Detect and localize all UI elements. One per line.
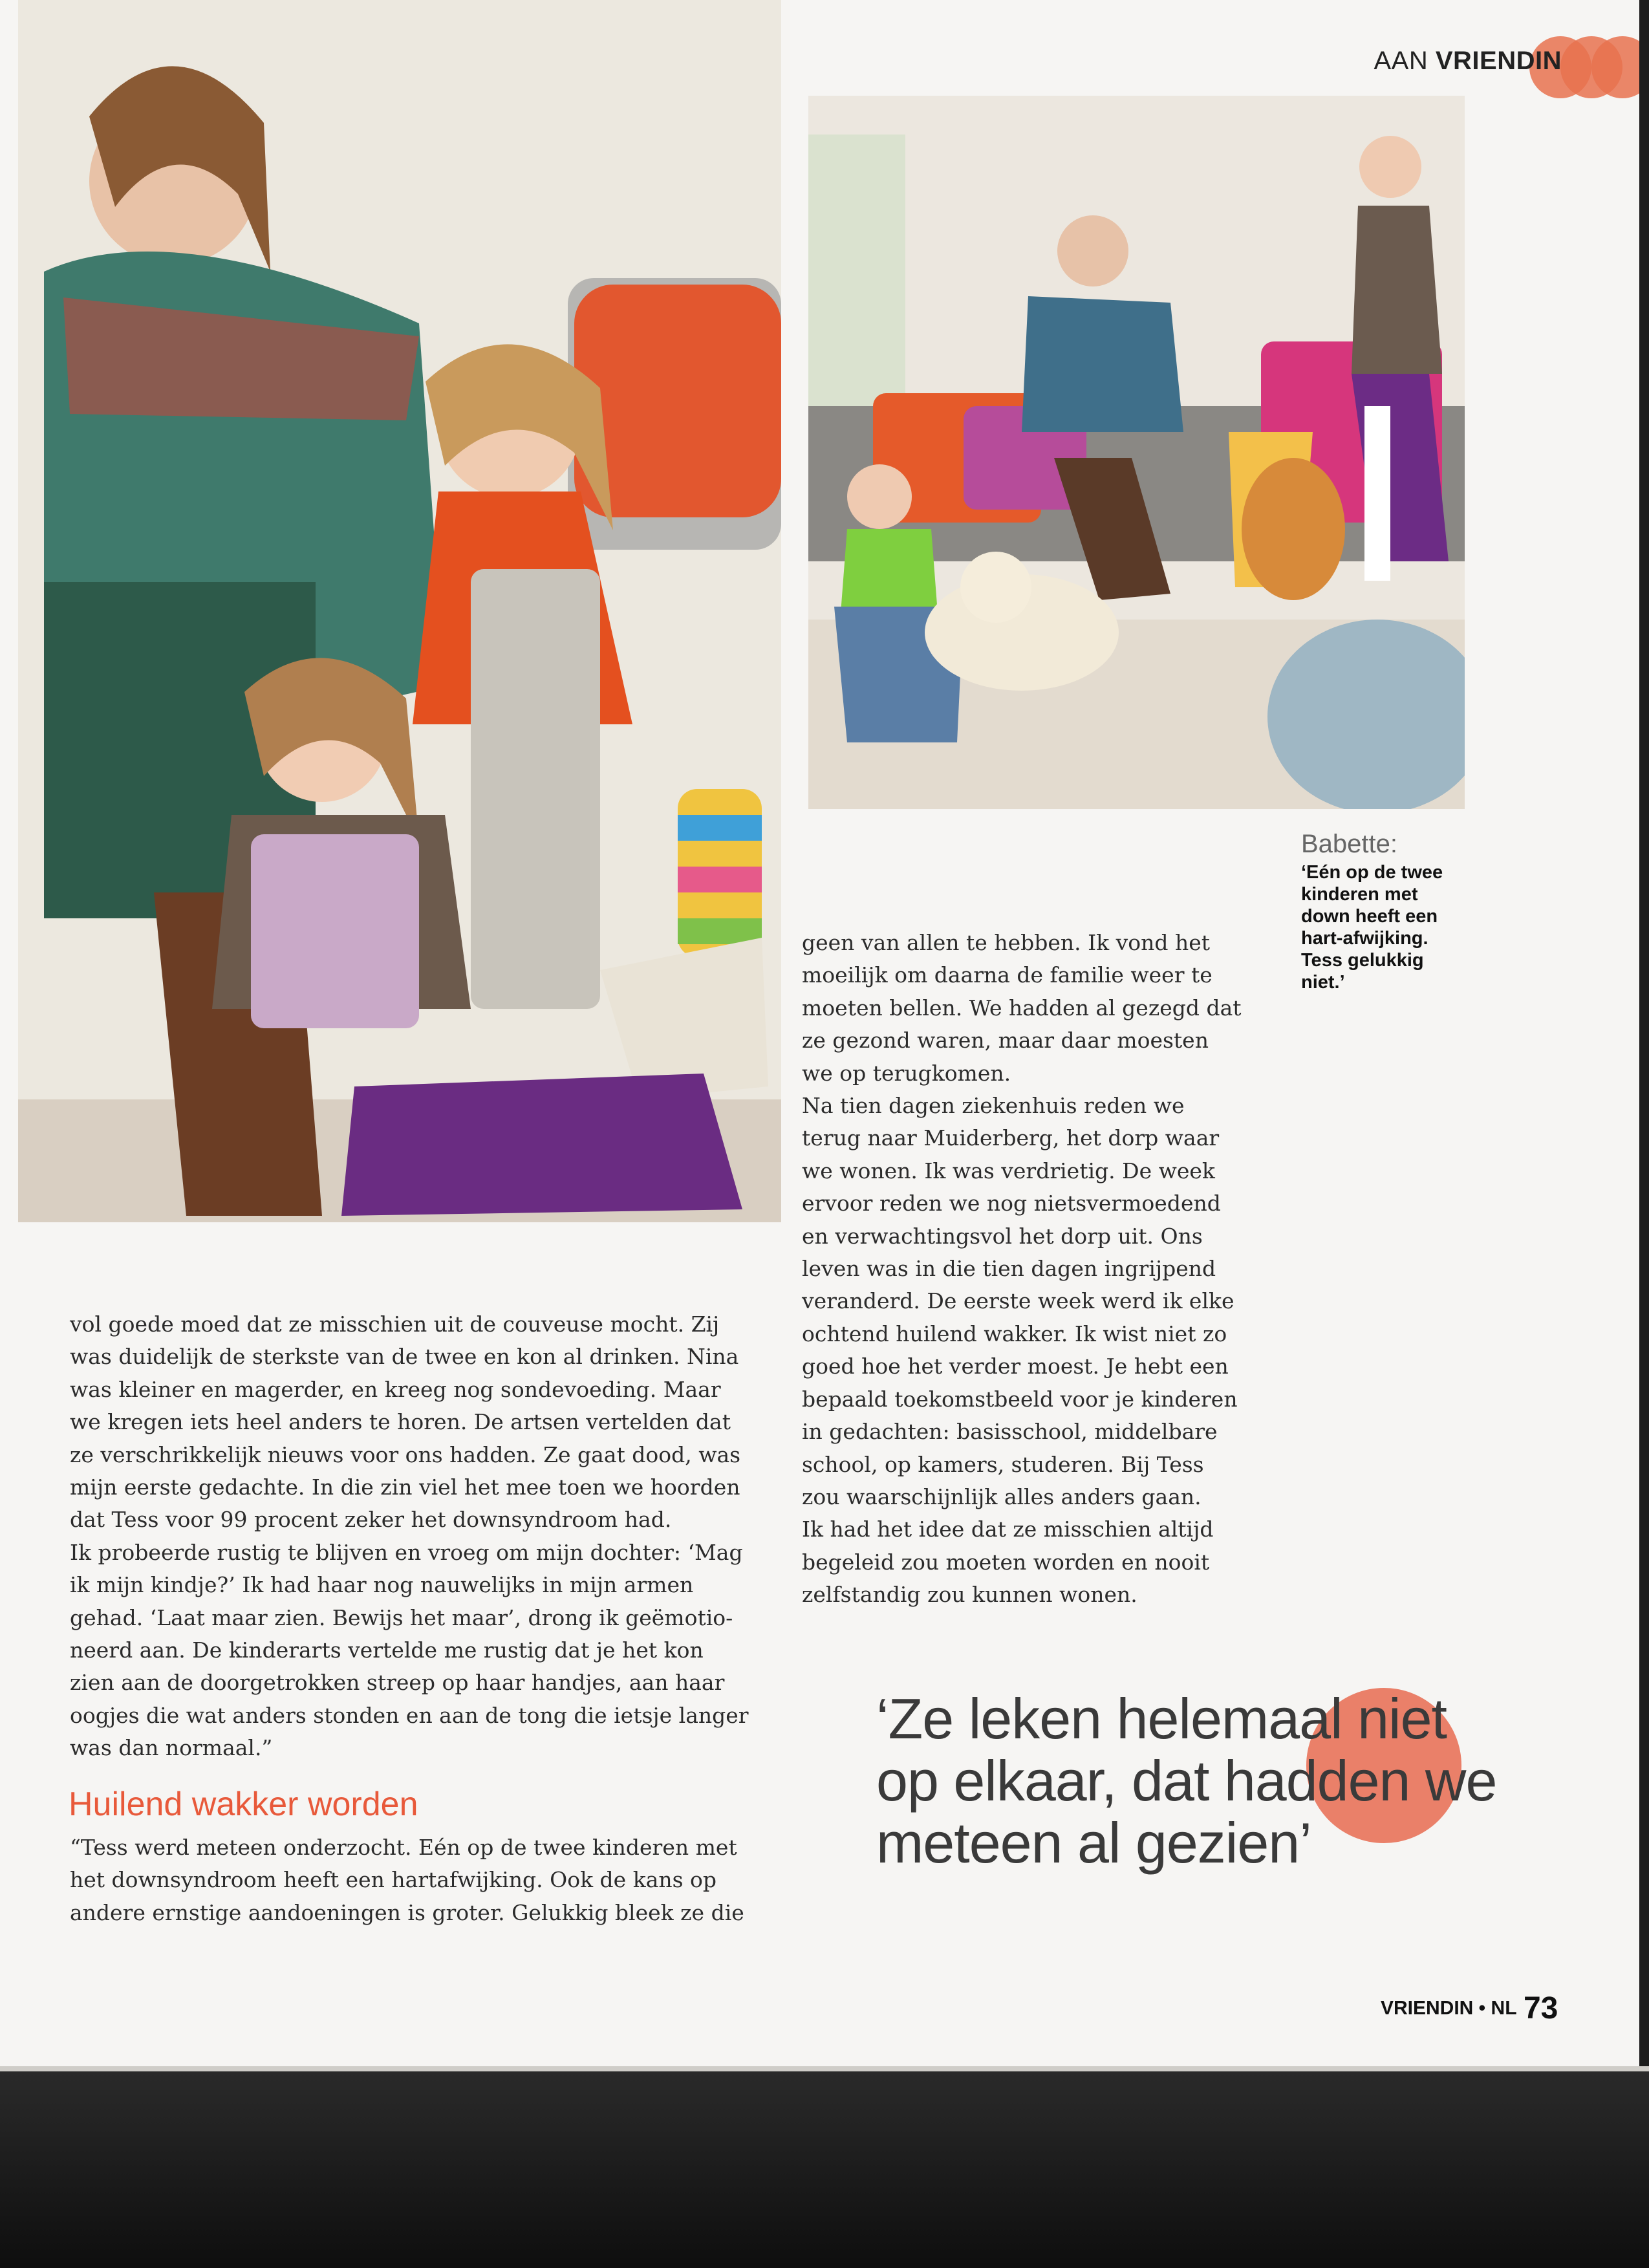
text-line: we kregen iets heel anders te horen. De artsen vertelden dat xyxy=(70,1409,731,1435)
article-column-left-continued xyxy=(70,1831,768,1929)
page-edge xyxy=(0,2066,1649,2071)
section-prefix: AAN xyxy=(1374,47,1428,75)
living-room-group-photo xyxy=(808,96,1465,809)
text-line: veranderd. De eerste week werd ik elke xyxy=(802,1288,1234,1314)
text-line: zelfstandig zou kunnen wonen. xyxy=(802,1582,1137,1608)
text-line: begeleid zou moeten worden en nooit xyxy=(802,1549,1210,1575)
family-portrait-photo xyxy=(18,0,781,1222)
text-line: we op terugkomen. xyxy=(802,1060,1011,1086)
text-line: “Tess werd meteen onderzocht. Eén op de twee kinderen met xyxy=(70,1835,737,1860)
text-line: we wonen. Ik was verdrietig. De week xyxy=(802,1158,1215,1183)
text-line: zien aan de doorgetrokken streep op haar handjes, aan haar xyxy=(70,1670,725,1696)
text-line: en verwachtingsvol het dorp uit. Ons xyxy=(802,1223,1203,1249)
quote-line: ‘Ze leken helemaal niet xyxy=(876,1687,1447,1751)
text-line: bepaald toekomstbeeld voor je kinderen xyxy=(802,1386,1238,1412)
page-footer xyxy=(1381,1991,1558,2026)
pull-quote xyxy=(876,1688,1536,1874)
text-line: vol goede moed dat ze misschien uit de couveuse mocht. Zij xyxy=(70,1312,720,1337)
quote-line: op elkaar, dat hadden we xyxy=(876,1749,1497,1813)
text-line: Na tien dagen ziekenhuis reden we xyxy=(802,1093,1185,1119)
text-line: in gedachten: basisschool, middelbare xyxy=(802,1419,1218,1445)
caption-text: ‘Eén op de twee kinderen met down heeft een hart-afwijking. Tess gelukkig niet.’ xyxy=(1301,862,1443,993)
text-line: ze verschrikkelijk nieuws voor ons hadden. Ze gaat dood, was xyxy=(70,1442,741,1467)
text-line: Ik had het idee dat ze misschien altijd xyxy=(802,1517,1214,1542)
living-room-illustration xyxy=(808,96,1465,809)
text-line: mijn eerste gedachte. In die zin viel het mee toen we hoorden xyxy=(70,1474,740,1500)
caption-name: Babette: xyxy=(1301,830,1398,858)
quote-line: meteen al gezien’ xyxy=(876,1811,1311,1875)
text-line: geen van allen te hebben. Ik vond het xyxy=(802,930,1211,955)
text-line: goed hoe het verder moest. Je hebt een xyxy=(802,1354,1229,1379)
article-column-left xyxy=(70,1308,768,1765)
pull-quote-block xyxy=(876,1688,1536,1901)
section-label xyxy=(1374,47,1562,76)
text-line: oogjes die wat anders stonden en aan de tong die ietsje langer xyxy=(70,1702,749,1728)
text-line: andere ernstige aandoeningen is groter. Gelukkig bleek ze die xyxy=(70,1899,744,1925)
text-line: ik mijn kindje?’ Ik had haar nog nauwelijks in mijn armen xyxy=(70,1572,694,1598)
text-line: moeilijk om daarna de familie weer te xyxy=(802,962,1212,988)
scanner-background xyxy=(0,2071,1649,2268)
magazine-name: VRIENDIN • NL xyxy=(1381,1997,1517,2019)
text-line: gehad. ‘Laat maar zien. Bewijs het maar’, drong ik geëmotio- xyxy=(70,1604,733,1630)
text-line: was duidelijk de sterkste van de twee en kon al drinken. Nina xyxy=(70,1344,739,1370)
family-portrait-illustration xyxy=(18,0,781,1222)
text-line: neerd aan. De kinderarts vertelde me rustig dat je het kon xyxy=(70,1637,704,1663)
text-line: Ik probeerde rustig te blijven en vroeg om mijn dochter: ‘Mag xyxy=(70,1539,743,1565)
text-line: school, op kamers, studeren. Bij Tess xyxy=(802,1451,1204,1477)
photo-caption xyxy=(1301,830,1456,993)
text-line: terug naar Muiderberg, het dorp waar xyxy=(802,1125,1220,1151)
article-column-right xyxy=(802,927,1267,1612)
text-line: ervoor reden we nog nietsvermoedend xyxy=(802,1191,1221,1216)
text-line: dat Tess voor 99 procent zeker het downsyndroom had. xyxy=(70,1507,672,1533)
section-bold: VRIENDIN xyxy=(1435,47,1562,75)
text-line: het downsyndroom heeft een hartafwijking. Ook de kans op xyxy=(70,1867,717,1893)
text-line: leven was in die tien dagen ingrijpend xyxy=(802,1256,1216,1282)
article-subheading: Huilend wakker worden xyxy=(69,1786,418,1823)
text-line: zou waarschijnlijk alles anders gaan. xyxy=(802,1484,1202,1509)
text-line: moeten bellen. We hadden al gezegd dat xyxy=(802,995,1242,1021)
text-line: ze gezond waren, maar daar moesten xyxy=(802,1028,1209,1053)
text-line: ochtend huilend wakker. Ik wist niet zo xyxy=(802,1321,1227,1346)
text-line: was kleiner en magerder, en kreeg nog sondevoeding. Maar xyxy=(70,1376,721,1402)
text-line: was dan normaal.” xyxy=(70,1735,273,1761)
page-number: 73 xyxy=(1523,1991,1558,2025)
